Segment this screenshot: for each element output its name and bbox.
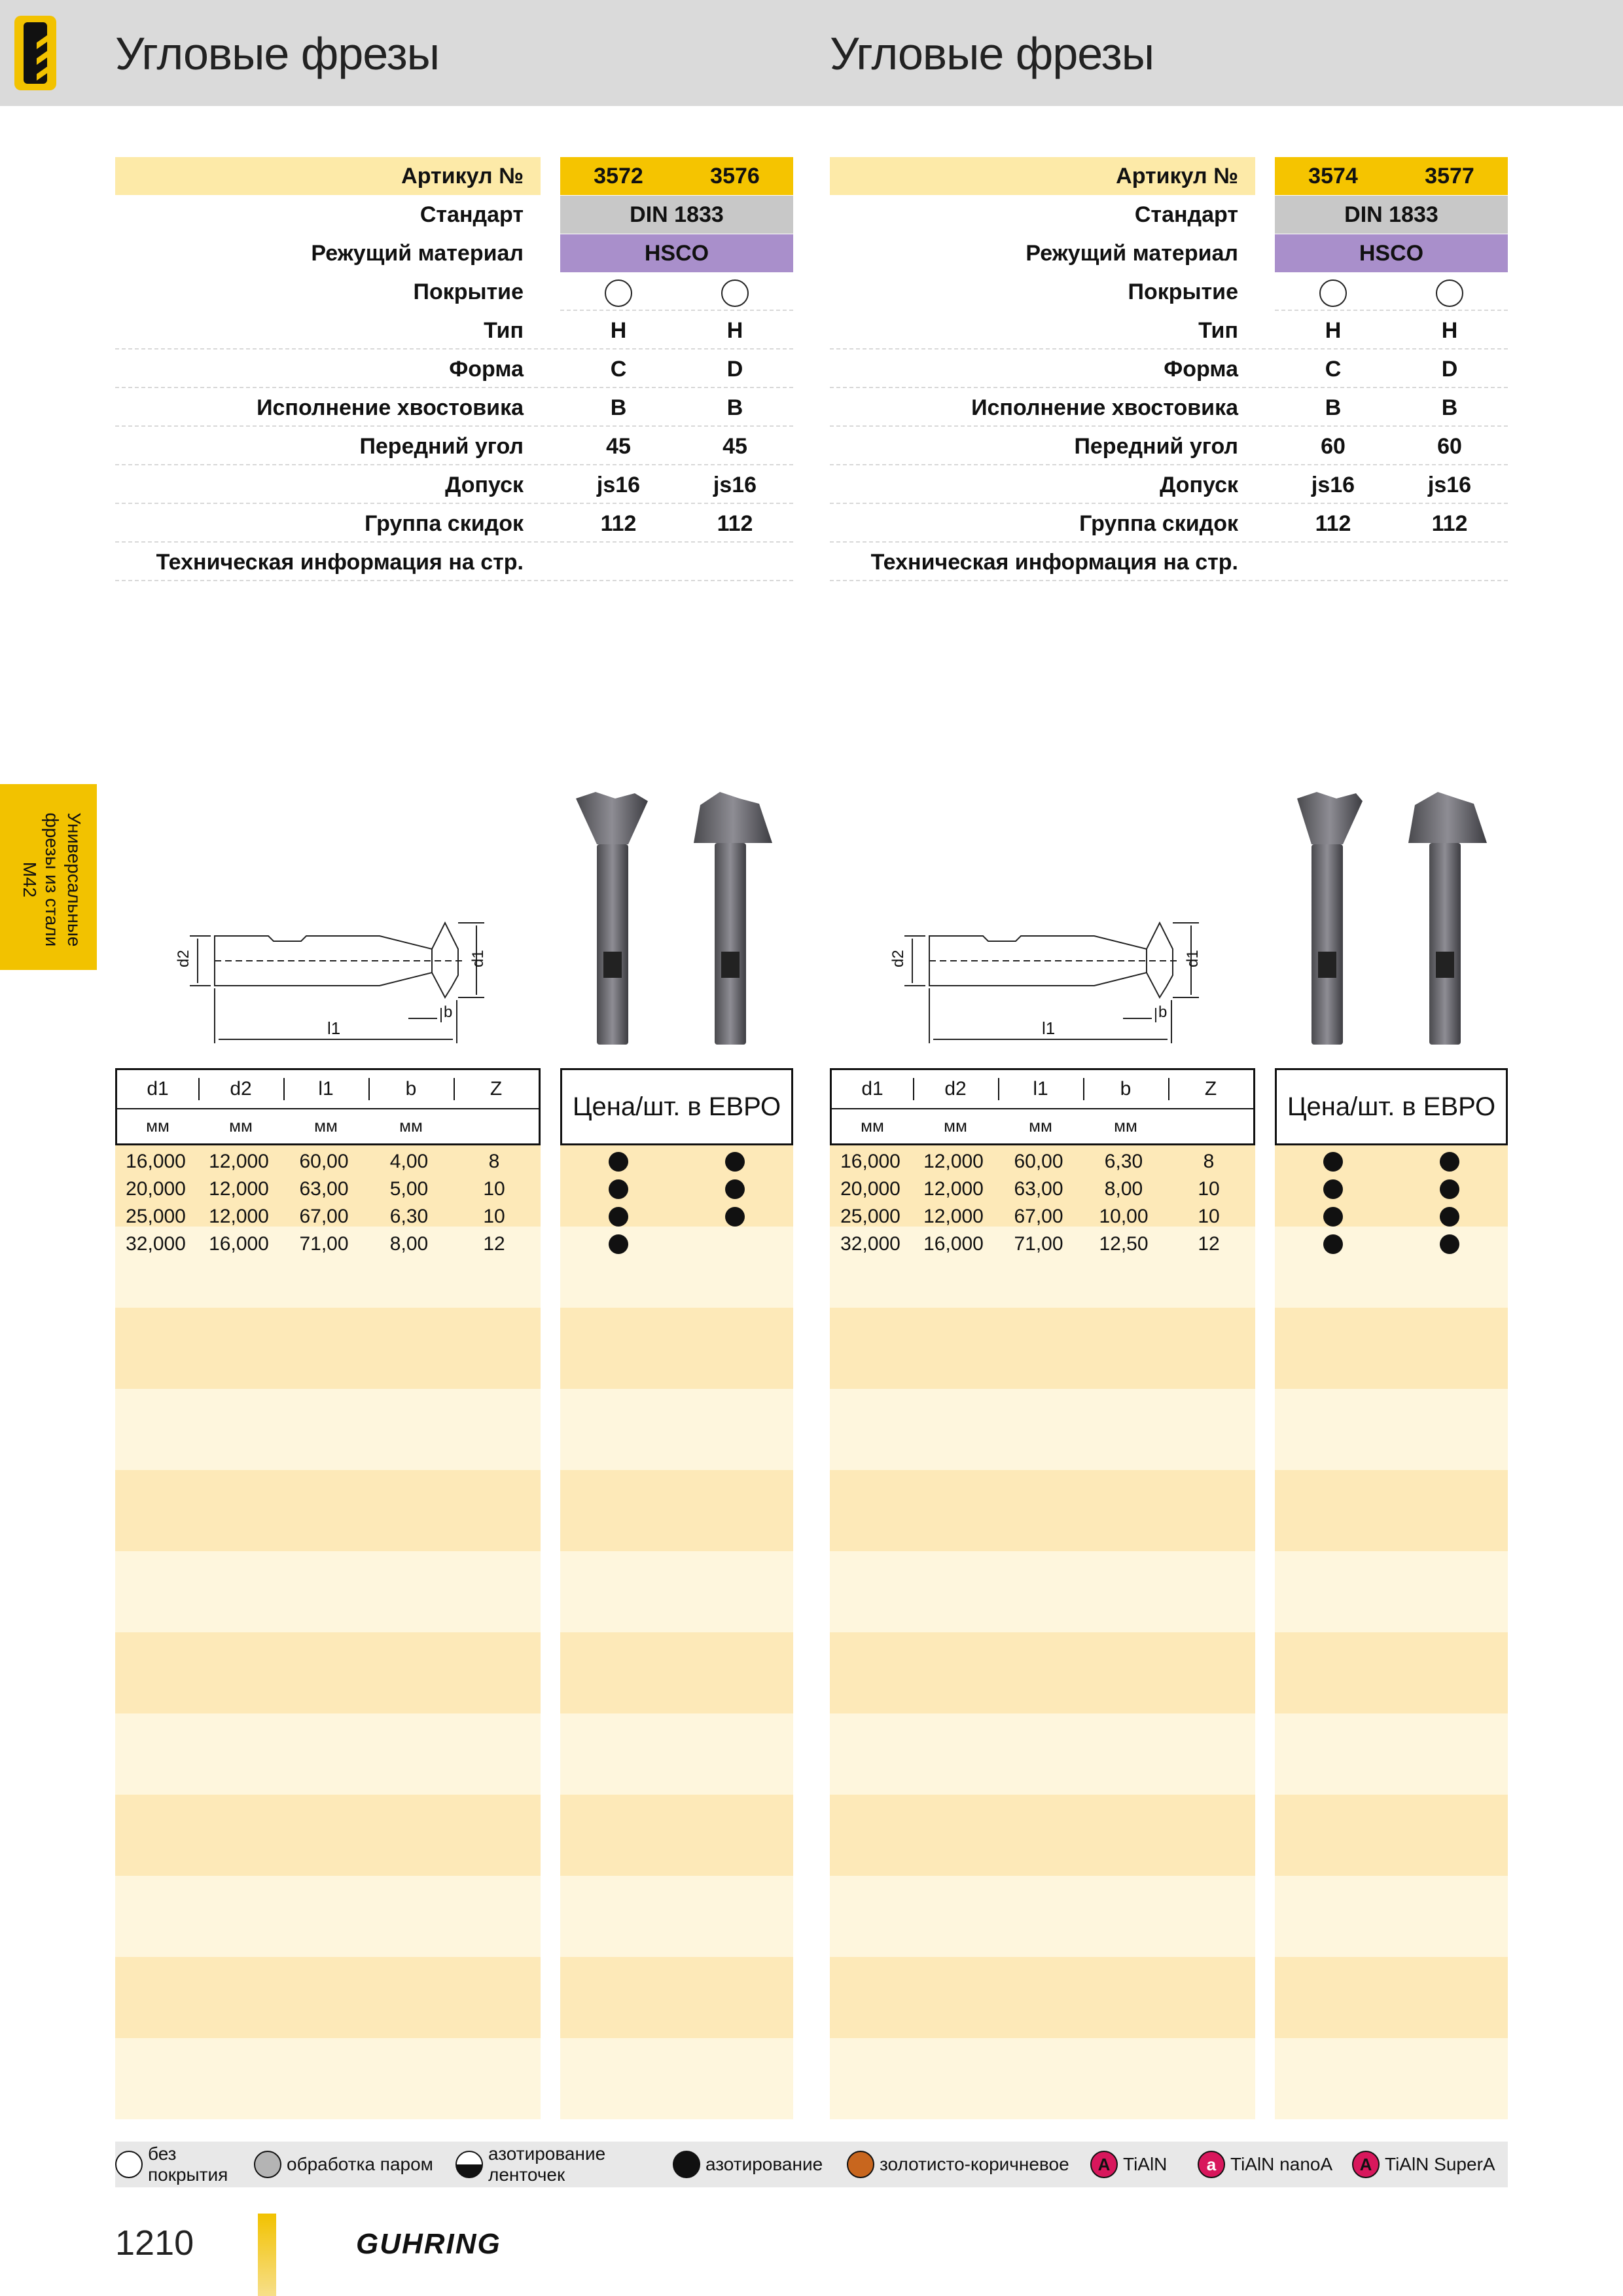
legend-label: золотисто-коричневое bbox=[880, 2154, 1069, 2174]
label-standard: Стандарт bbox=[419, 202, 524, 227]
legend-label: азотирование bbox=[705, 2154, 823, 2174]
price-header: Цена/шт. в ЕВРО bbox=[1275, 1068, 1508, 1145]
coating-uncoated-icon bbox=[1391, 273, 1508, 311]
unit-l1: мм bbox=[314, 1116, 338, 1136]
legend-label: TiAlN nanoA bbox=[1230, 2154, 1333, 2174]
available-dot-icon bbox=[725, 1179, 745, 1199]
label-article: Артикул № bbox=[401, 164, 524, 188]
uncoated-icon bbox=[115, 2151, 143, 2178]
tool-photo-left bbox=[563, 792, 812, 1054]
legend-item bbox=[115, 2142, 253, 2187]
label-rake-angle: Передний угол bbox=[1074, 434, 1238, 459]
legend-label: TiAlN bbox=[1123, 2154, 1168, 2174]
available-dot-icon bbox=[609, 1152, 628, 1172]
legend-item bbox=[1198, 2142, 1355, 2187]
unit-l1: мм bbox=[1029, 1116, 1052, 1136]
label-type: Тип bbox=[484, 318, 524, 343]
dim-d1: d1 bbox=[469, 950, 487, 967]
shank-value: B bbox=[1441, 395, 1458, 420]
label-material: Режущий материал bbox=[1026, 241, 1238, 266]
cell-l1: 60,00 bbox=[299, 1151, 349, 1172]
coating-uncoated-icon bbox=[1275, 273, 1391, 311]
page-title-right: Угловые фрезы bbox=[830, 28, 1154, 79]
table-row bbox=[115, 1230, 541, 1258]
label-article: Артикул № bbox=[1116, 164, 1238, 188]
table-header bbox=[830, 1068, 1255, 1145]
discount-group-value: 112 bbox=[600, 511, 637, 536]
rake-angle-value: 60 bbox=[1437, 434, 1462, 459]
label-standard: Стандарт bbox=[1134, 202, 1238, 227]
available-dot-icon bbox=[1323, 1207, 1343, 1227]
dim-l1: l1 bbox=[1042, 1018, 1056, 1038]
legend-item bbox=[1090, 2142, 1188, 2187]
cell-b: 8,00 bbox=[1104, 1178, 1143, 1200]
material-value: HSCO bbox=[644, 241, 709, 266]
available-dot-icon bbox=[609, 1207, 628, 1227]
article-number: 3574 bbox=[1308, 164, 1358, 188]
cell-d1: 16,000 bbox=[840, 1151, 901, 1172]
legend-item bbox=[1352, 2142, 1508, 2187]
dim-b: b bbox=[444, 1003, 453, 1021]
article-number: 3577 bbox=[1425, 164, 1474, 188]
tool-photo-right bbox=[1277, 792, 1526, 1054]
label-tech-info: Техническая информация на стр. bbox=[156, 550, 524, 575]
unit-b: мм bbox=[1114, 1116, 1137, 1136]
tolerance-value: js16 bbox=[596, 473, 641, 497]
dim-d2: d2 bbox=[889, 950, 907, 967]
cell-b: 6,30 bbox=[1104, 1151, 1143, 1172]
gold-brown-icon bbox=[847, 2151, 874, 2178]
label-coating: Покрытие bbox=[1128, 279, 1238, 304]
rake-angle-value: 60 bbox=[1321, 434, 1346, 459]
cell-z: 10 bbox=[1198, 1206, 1220, 1227]
form-value: D bbox=[726, 357, 743, 382]
unit-d2: мм bbox=[944, 1116, 967, 1136]
cell-d2: 16,000 bbox=[923, 1233, 984, 1255]
label-form: Форма bbox=[449, 357, 524, 382]
cell-d1: 20,000 bbox=[126, 1178, 186, 1200]
cell-b: 8,00 bbox=[389, 1233, 429, 1255]
tialn-nanoa-icon: a bbox=[1198, 2151, 1225, 2178]
form-value: C bbox=[610, 357, 627, 382]
col-l1: l1 bbox=[318, 1078, 334, 1100]
cell-z: 10 bbox=[483, 1206, 505, 1227]
label-type: Тип bbox=[1198, 318, 1238, 343]
col-b: b bbox=[1120, 1078, 1132, 1100]
dim-d1: d1 bbox=[1184, 950, 1202, 967]
coating-uncoated-icon bbox=[677, 273, 793, 311]
col-l1: l1 bbox=[1033, 1078, 1048, 1100]
cell-z: 12 bbox=[1198, 1233, 1220, 1255]
cell-z: 8 bbox=[488, 1151, 500, 1172]
type-value: H bbox=[1441, 318, 1458, 343]
type-value: H bbox=[610, 318, 627, 343]
table-row bbox=[830, 1175, 1255, 1203]
section-tab bbox=[0, 784, 97, 970]
tialn-supera-icon: A bbox=[1352, 2151, 1380, 2178]
coating-legend bbox=[115, 2142, 1508, 2187]
price-column-right bbox=[1275, 1068, 1508, 2121]
cell-d1: 16,000 bbox=[126, 1151, 186, 1172]
label-tolerance: Допуск bbox=[445, 473, 524, 497]
unit-d2: мм bbox=[229, 1116, 253, 1136]
available-dot-icon bbox=[725, 1152, 745, 1172]
cell-l1: 60,00 bbox=[1014, 1151, 1063, 1172]
rake-angle-value: 45 bbox=[722, 434, 747, 459]
col-d2: d2 bbox=[230, 1078, 252, 1100]
table-row bbox=[830, 1203, 1255, 1230]
label-discount-group: Группа скидок bbox=[1079, 511, 1238, 536]
cell-l1: 63,00 bbox=[299, 1178, 349, 1200]
cell-z: 10 bbox=[1198, 1178, 1220, 1200]
discount-group-value: 112 bbox=[717, 511, 753, 536]
page-number: 1210 bbox=[115, 2223, 194, 2263]
label-tech-info: Техническая информация на стр. bbox=[870, 550, 1238, 575]
standard-value: DIN 1833 bbox=[630, 202, 724, 227]
cell-z: 12 bbox=[483, 1233, 505, 1255]
cell-d2: 12,000 bbox=[209, 1206, 269, 1227]
col-b: b bbox=[405, 1078, 417, 1100]
cell-b: 5,00 bbox=[389, 1178, 429, 1200]
dimensions-table-left bbox=[115, 1068, 541, 2121]
label-material: Режущий материал bbox=[311, 241, 524, 266]
legend-label: TiAlN SuperA bbox=[1385, 2154, 1495, 2174]
cell-l1: 63,00 bbox=[1014, 1178, 1063, 1200]
legend-label: обработка паром bbox=[287, 2154, 433, 2174]
price-column-left bbox=[560, 1068, 793, 2121]
table-header bbox=[115, 1068, 541, 1145]
available-dot-icon bbox=[1440, 1234, 1459, 1254]
col-z: Z bbox=[490, 1078, 503, 1100]
standard-value: DIN 1833 bbox=[1344, 202, 1438, 227]
form-value: C bbox=[1325, 357, 1342, 382]
available-dot-icon bbox=[1323, 1234, 1343, 1254]
cell-z: 8 bbox=[1203, 1151, 1215, 1172]
tolerance-value: js16 bbox=[1311, 473, 1355, 497]
legend-label: без покрытия bbox=[148, 2144, 228, 2185]
cell-b: 6,30 bbox=[389, 1206, 429, 1227]
cell-d1: 32,000 bbox=[126, 1233, 186, 1255]
unit-d1: мм bbox=[861, 1116, 884, 1136]
tolerance-value: js16 bbox=[713, 473, 757, 497]
legend-item bbox=[455, 2142, 632, 2187]
available-dot-icon bbox=[725, 1207, 745, 1227]
legend-item bbox=[254, 2142, 444, 2187]
label-shank: Исполнение хвостовика bbox=[971, 395, 1238, 420]
coating-uncoated-icon bbox=[560, 273, 677, 311]
label-form: Форма bbox=[1164, 357, 1238, 382]
dim-b: b bbox=[1158, 1003, 1168, 1021]
available-dot-icon bbox=[1440, 1152, 1459, 1172]
dim-d2: d2 bbox=[175, 950, 192, 967]
col-d2: d2 bbox=[944, 1078, 967, 1100]
nitrided-icon bbox=[673, 2151, 700, 2178]
cell-l1: 67,00 bbox=[1014, 1206, 1063, 1227]
cell-b: 4,00 bbox=[389, 1151, 429, 1172]
shank-value: B bbox=[610, 395, 627, 420]
cell-d2: 12,000 bbox=[923, 1206, 984, 1227]
article-number: 3572 bbox=[594, 164, 643, 188]
land-nitrided-icon bbox=[455, 2151, 483, 2178]
cell-b: 12,50 bbox=[1099, 1233, 1149, 1255]
price-header: Цена/шт. в ЕВРО bbox=[560, 1068, 793, 1145]
cell-d2: 12,000 bbox=[209, 1178, 269, 1200]
dim-l1: l1 bbox=[327, 1018, 341, 1038]
footer-accent-bar bbox=[258, 2214, 276, 2296]
tool-drawing-right bbox=[878, 910, 1219, 1054]
dimensions-table-right bbox=[830, 1068, 1255, 2121]
available-dot-icon bbox=[1323, 1179, 1343, 1199]
cell-l1: 71,00 bbox=[299, 1233, 349, 1255]
section-tab-line2: фрезы из стали М42 bbox=[20, 812, 62, 947]
cell-d1: 25,000 bbox=[840, 1206, 901, 1227]
cell-l1: 67,00 bbox=[299, 1206, 349, 1227]
label-shank: Исполнение хвостовика bbox=[257, 395, 524, 420]
label-coating: Покрытие bbox=[413, 279, 524, 304]
available-dot-icon bbox=[1440, 1207, 1459, 1227]
col-d1: d1 bbox=[147, 1078, 169, 1100]
col-d1: d1 bbox=[861, 1078, 883, 1100]
tool-drawing-left bbox=[164, 910, 504, 1054]
section-tab-line1: Универсальные bbox=[64, 812, 84, 947]
label-tolerance: Допуск bbox=[1160, 473, 1238, 497]
cell-d1: 25,000 bbox=[126, 1206, 186, 1227]
tialn-icon: A bbox=[1090, 2151, 1118, 2178]
cell-d2: 12,000 bbox=[209, 1151, 269, 1172]
cell-d2: 12,000 bbox=[923, 1178, 984, 1200]
table-row bbox=[830, 1148, 1255, 1175]
label-rake-angle: Передний угол bbox=[359, 434, 524, 459]
available-dot-icon bbox=[609, 1234, 628, 1254]
tolerance-value: js16 bbox=[1427, 473, 1472, 497]
table-row bbox=[115, 1148, 541, 1175]
cell-l1: 71,00 bbox=[1014, 1233, 1063, 1255]
legend-item bbox=[673, 2142, 836, 2187]
col-z: Z bbox=[1204, 1078, 1217, 1100]
material-value: HSCO bbox=[1359, 241, 1424, 266]
cell-d2: 16,000 bbox=[209, 1233, 269, 1255]
available-dot-icon bbox=[1323, 1152, 1343, 1172]
page-title-left: Угловые фрезы bbox=[115, 28, 440, 79]
brand-logo-icon bbox=[14, 16, 56, 90]
table-row bbox=[830, 1230, 1255, 1258]
available-dot-icon bbox=[1440, 1179, 1459, 1199]
unit-d1: мм bbox=[146, 1116, 169, 1136]
legend-label: азотирование ленточек bbox=[488, 2144, 606, 2185]
cell-b: 10,00 bbox=[1099, 1206, 1149, 1227]
discount-group-value: 112 bbox=[1431, 511, 1468, 536]
table-row bbox=[115, 1203, 541, 1230]
rake-angle-value: 45 bbox=[606, 434, 631, 459]
type-value: H bbox=[726, 318, 743, 343]
cell-d1: 20,000 bbox=[840, 1178, 901, 1200]
legend-item bbox=[847, 2142, 1096, 2187]
cell-z: 10 bbox=[483, 1178, 505, 1200]
form-value: D bbox=[1441, 357, 1458, 382]
shank-value: B bbox=[726, 395, 743, 420]
available-dot-icon bbox=[609, 1179, 628, 1199]
type-value: H bbox=[1325, 318, 1342, 343]
shank-value: B bbox=[1325, 395, 1342, 420]
table-row bbox=[115, 1175, 541, 1203]
cell-d2: 12,000 bbox=[923, 1151, 984, 1172]
article-number: 3576 bbox=[710, 164, 760, 188]
cell-d1: 32,000 bbox=[840, 1233, 901, 1255]
unit-b: мм bbox=[399, 1116, 423, 1136]
label-discount-group: Группа скидок bbox=[365, 511, 524, 536]
discount-group-value: 112 bbox=[1315, 511, 1351, 536]
brand-logo-text: GUHRING bbox=[356, 2228, 501, 2260]
steam-treated-icon bbox=[254, 2151, 281, 2178]
